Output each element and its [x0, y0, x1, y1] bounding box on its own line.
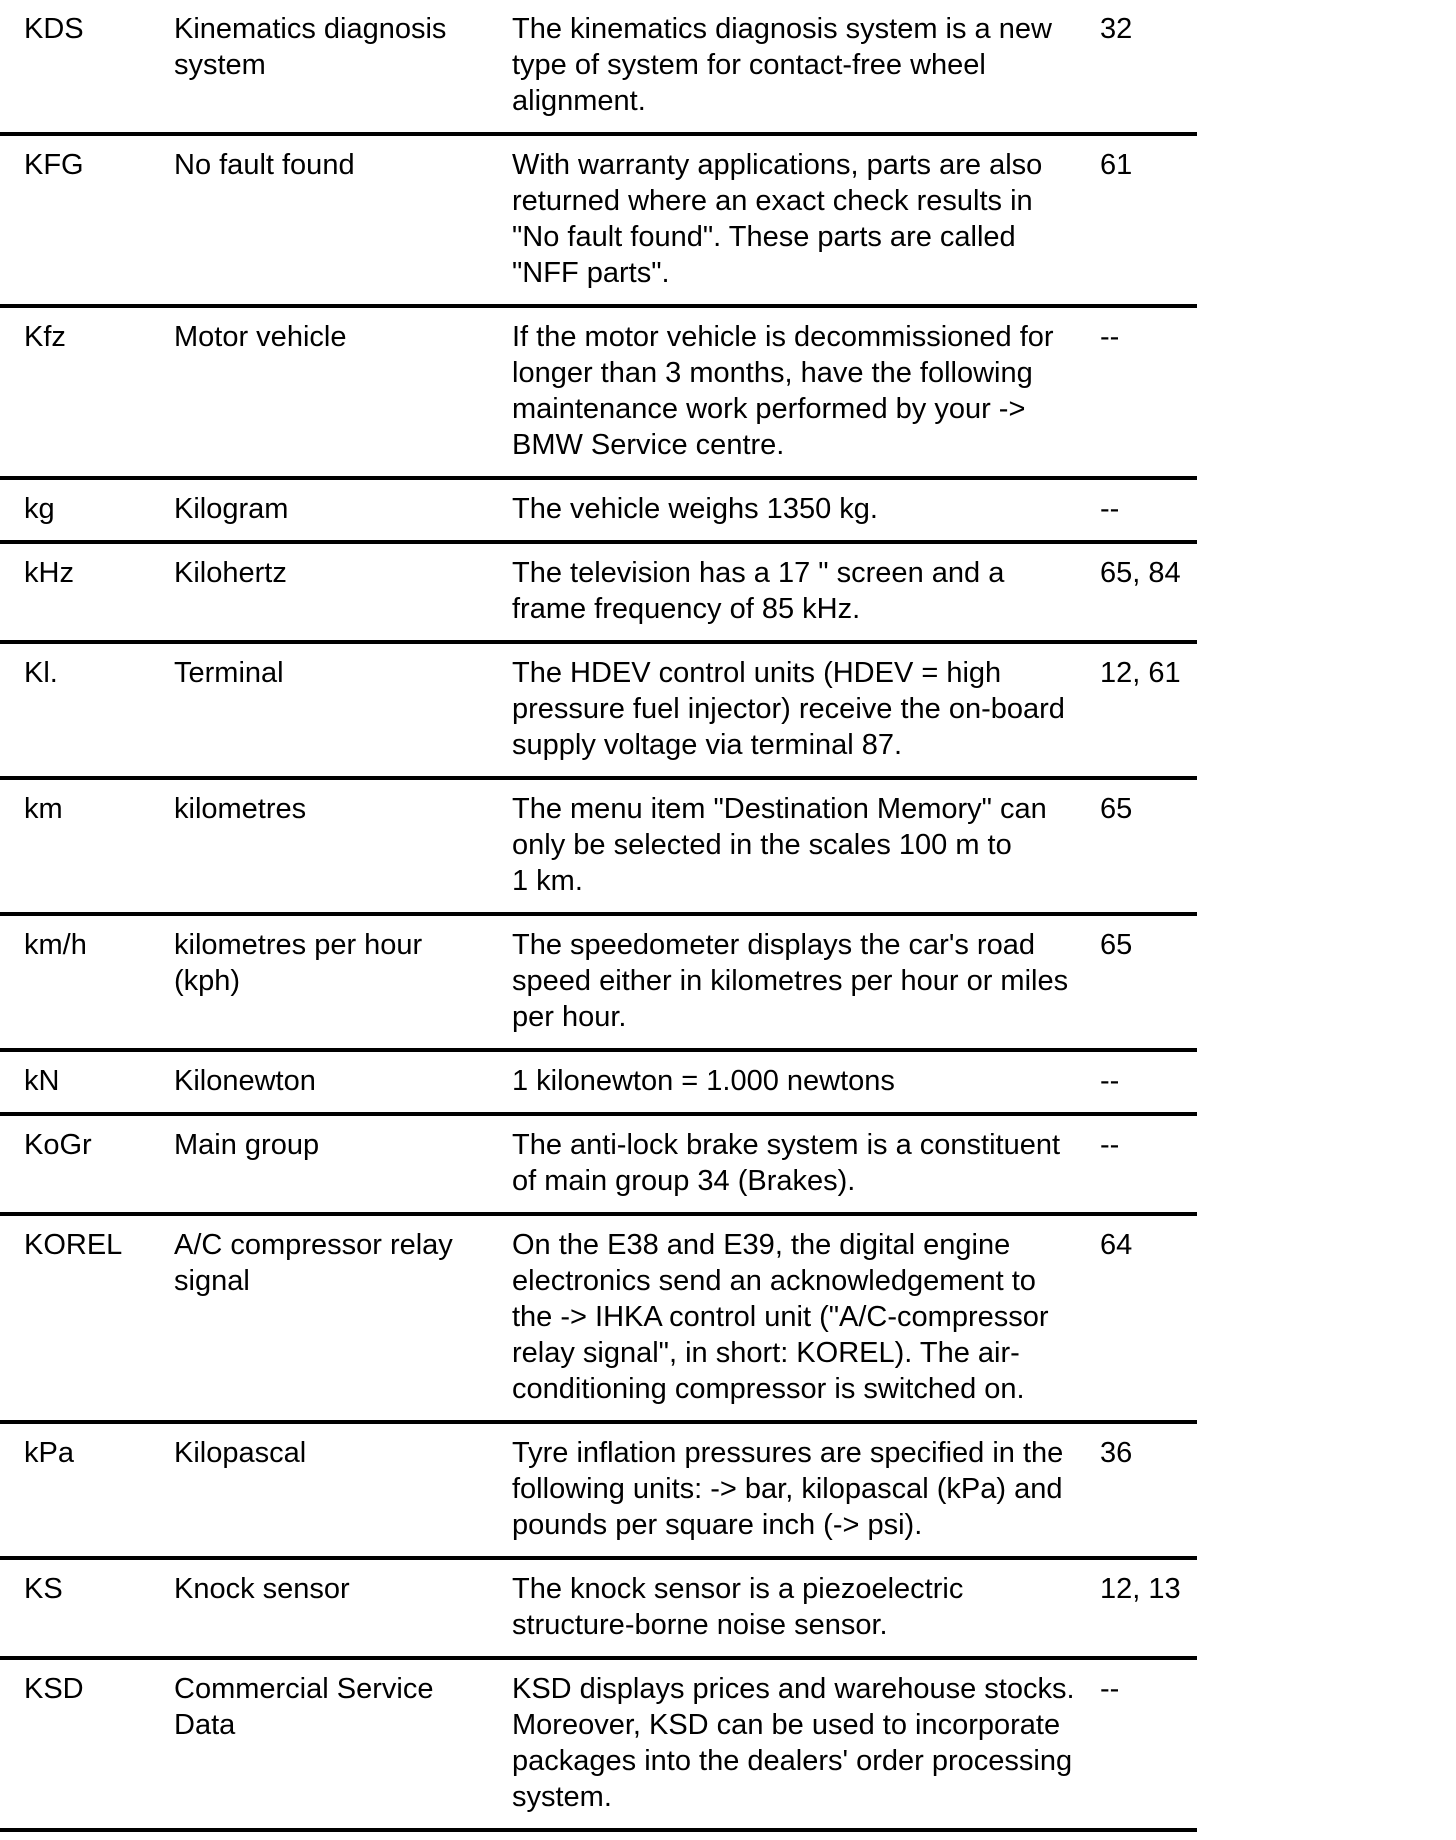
abbreviation: kN	[24, 1065, 60, 1097]
description: If the motor vehicle is decommissioned for longer than 3 months, have the following maintenance work performed by your -> BMW Service centre.	[512, 321, 1054, 461]
description: The HDEV control units (HDEV = high pressure fuel injector) receive the on-board supply voltage via terminal 87.	[512, 657, 1065, 761]
page-reference: 32	[1100, 13, 1133, 45]
description: The knock sensor is a piezoelectric structure-borne noise sensor.	[512, 1573, 964, 1641]
abbreviation: Kl.	[24, 657, 58, 689]
term: Knock sensor	[174, 1573, 350, 1605]
page-reference: 65, 84	[1100, 557, 1181, 589]
page-reference: 64	[1100, 1229, 1133, 1261]
glossary-row-kds	[0, 0, 1197, 136]
description: The television has a 17 " screen and a frame frequency of 85 kHz.	[512, 557, 1005, 625]
term: kilometres	[174, 793, 307, 825]
abbreviation: KS	[24, 1573, 63, 1605]
page-reference: 65	[1100, 793, 1133, 825]
term: Main group	[174, 1129, 320, 1161]
page-reference: 65	[1100, 929, 1133, 961]
abbreviation: km	[24, 793, 63, 825]
term: Kilogram	[174, 493, 289, 525]
glossary-row-kogr	[0, 1116, 1197, 1216]
term: Commercial Service Data	[174, 1673, 434, 1741]
abbreviation: KFG	[24, 149, 84, 181]
glossary-row-km	[0, 780, 1197, 916]
description: The anti-lock brake system is a constituent of main group 34 (Brakes).	[512, 1129, 1061, 1197]
page-reference: 61	[1100, 149, 1133, 181]
abbreviation: KOREL	[24, 1229, 123, 1261]
glossary-row-kmh	[0, 916, 1197, 1052]
abbreviation: KDS	[24, 13, 84, 45]
glossary-row-kpa	[0, 1424, 1197, 1560]
page-reference: 12, 13	[1100, 1573, 1181, 1605]
glossary-row-kn	[0, 1052, 1197, 1116]
description: KSD displays prices and warehouse stocks. Moreover, KSD can be used to incorporate packages into the dealers' order processing system.	[512, 1673, 1075, 1813]
glossary-row-kl	[0, 644, 1197, 780]
description: The kinematics diagnosis system is a new type of system for contact-free wheel alignment.	[512, 13, 1052, 117]
abbreviation: kPa	[24, 1437, 74, 1469]
glossary-row-korel	[0, 1216, 1197, 1424]
term: A/C compressor relay signal	[174, 1229, 453, 1297]
description: On the E38 and E39, the digital engine electronics send an acknowledgement to the -> IHKA control unit ("A/C-compressor relay signal", in short: KOREL). The air-conditioning compressor is switched on.	[512, 1229, 1049, 1405]
term: Motor vehicle	[174, 321, 347, 353]
glossary-row-kg	[0, 480, 1197, 544]
abbreviation: KoGr	[24, 1129, 92, 1161]
page-reference: --	[1100, 1065, 1120, 1097]
description: The menu item "Destination Memory" can only be selected in the scales 100 m to 1 km.	[512, 793, 1047, 897]
glossary-row-ksd	[0, 1660, 1197, 1832]
page-reference: --	[1100, 321, 1120, 353]
term: Terminal	[174, 657, 284, 689]
term: No fault found	[174, 149, 355, 181]
abbreviation: kg	[24, 493, 55, 525]
page-reference: 12, 61	[1100, 657, 1181, 689]
description: 1 kilonewton = 1.000 newtons	[512, 1065, 895, 1097]
term: kilometres per hour (kph)	[174, 929, 423, 997]
term: Kilonewton	[174, 1065, 316, 1097]
description: Tyre inflation pressures are specified in the following units: -> bar, kilopascal (kPa) and pounds per square inch (-> psi).	[512, 1437, 1064, 1541]
page-reference: --	[1100, 493, 1120, 525]
glossary-row-kfz	[0, 308, 1197, 480]
description: The vehicle weighs 1350 kg.	[512, 493, 878, 525]
abbreviation: kHz	[24, 557, 74, 589]
glossary-row-khz	[0, 544, 1197, 644]
glossary-row-ks	[0, 1560, 1197, 1660]
description: With warranty applications, parts are also returned where an exact check results in "No fault found". These parts are called "NFF parts".	[512, 149, 1043, 289]
glossary-row-kfg	[0, 136, 1197, 308]
description: The speedometer displays the car's road speed either in kilometres per hour or miles per hour.	[512, 929, 1069, 1033]
term: Kilopascal	[174, 1437, 307, 1469]
abbreviation: km/h	[24, 929, 87, 961]
abbreviation: KSD	[24, 1673, 84, 1705]
abbreviation: Kfz	[24, 321, 66, 353]
page-reference: 36	[1100, 1437, 1133, 1469]
term: Kinematics diagnosis system	[174, 13, 447, 81]
page-reference: --	[1100, 1673, 1120, 1705]
term: Kilohertz	[174, 557, 287, 589]
page-reference: --	[1100, 1129, 1120, 1161]
